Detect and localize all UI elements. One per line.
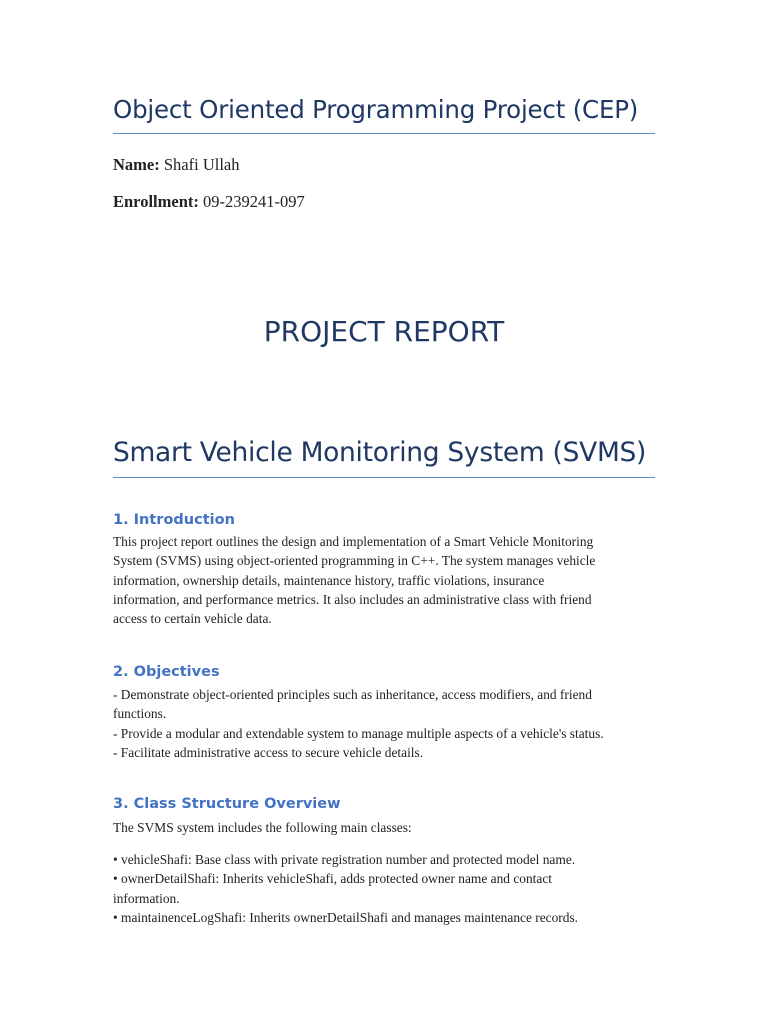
objective-item: functions. [113,706,167,722]
objective-item: - Provide a modular and extendable system to manage multiple aspects of a vehicle's status. [113,725,604,741]
objective-item: - Demonstrate object-oriented principles such as inheritance, access modifiers, and friend [113,687,592,702]
paragraph-line: The SVMS system includes the following main classes: [113,820,412,835]
name-field [113,154,239,176]
introduction-paragraph [113,532,663,628]
class-structure-heading: 3. Class Structure Overview [113,796,341,812]
enrollment-label: Enrollment: [113,192,199,211]
class-list [113,850,663,927]
system-title: Smart Vehicle Monitoring System (SVMS) [113,437,647,468]
title-underline [113,133,655,134]
name-value: Shafi Ullah [159,155,240,174]
name-label: Name: [113,155,160,174]
paragraph-line: information, and performance metrics. It also includes an administrative class with friend [113,591,592,607]
paragraph-line: information, ownership details, maintenance history, traffic violations, insurance [113,572,545,588]
class-item: • ownerDetailShafi: Inherits vehicleShafi, adds protected owner name and contact [113,871,552,887]
objective-item: - Facilitate administrative access to secure vehicle details. [113,744,424,760]
report-title: PROJECT REPORT [263,315,505,348]
objectives-heading: 2. Objectives [113,664,220,680]
class-item: • maintainenceLogShafi: Inherits ownerDetailShafi and manages maintenance records. [113,909,579,925]
class-item: • vehicleShafi: Base class with private registration number and protected model name. [113,852,576,867]
class-item: information. [113,890,180,906]
paragraph-line: This project report outlines the design and implementation of a Smart Vehicle Monitoring [113,534,594,549]
paragraph-line: access to certain vehicle data. [113,611,272,627]
paragraph-line: System (SVMS) using object-oriented programming in C++. The system manages vehicle [113,553,596,569]
objectives-list [113,685,663,762]
enrollment-field [113,191,305,213]
system-title-underline [113,477,655,478]
enrollment-value: 09-239241-097 [198,192,305,211]
document-title: Object Oriented Programming Project (CEP) [113,95,639,124]
introduction-heading: 1. Introduction [113,512,235,528]
class-structure-intro [113,818,663,837]
